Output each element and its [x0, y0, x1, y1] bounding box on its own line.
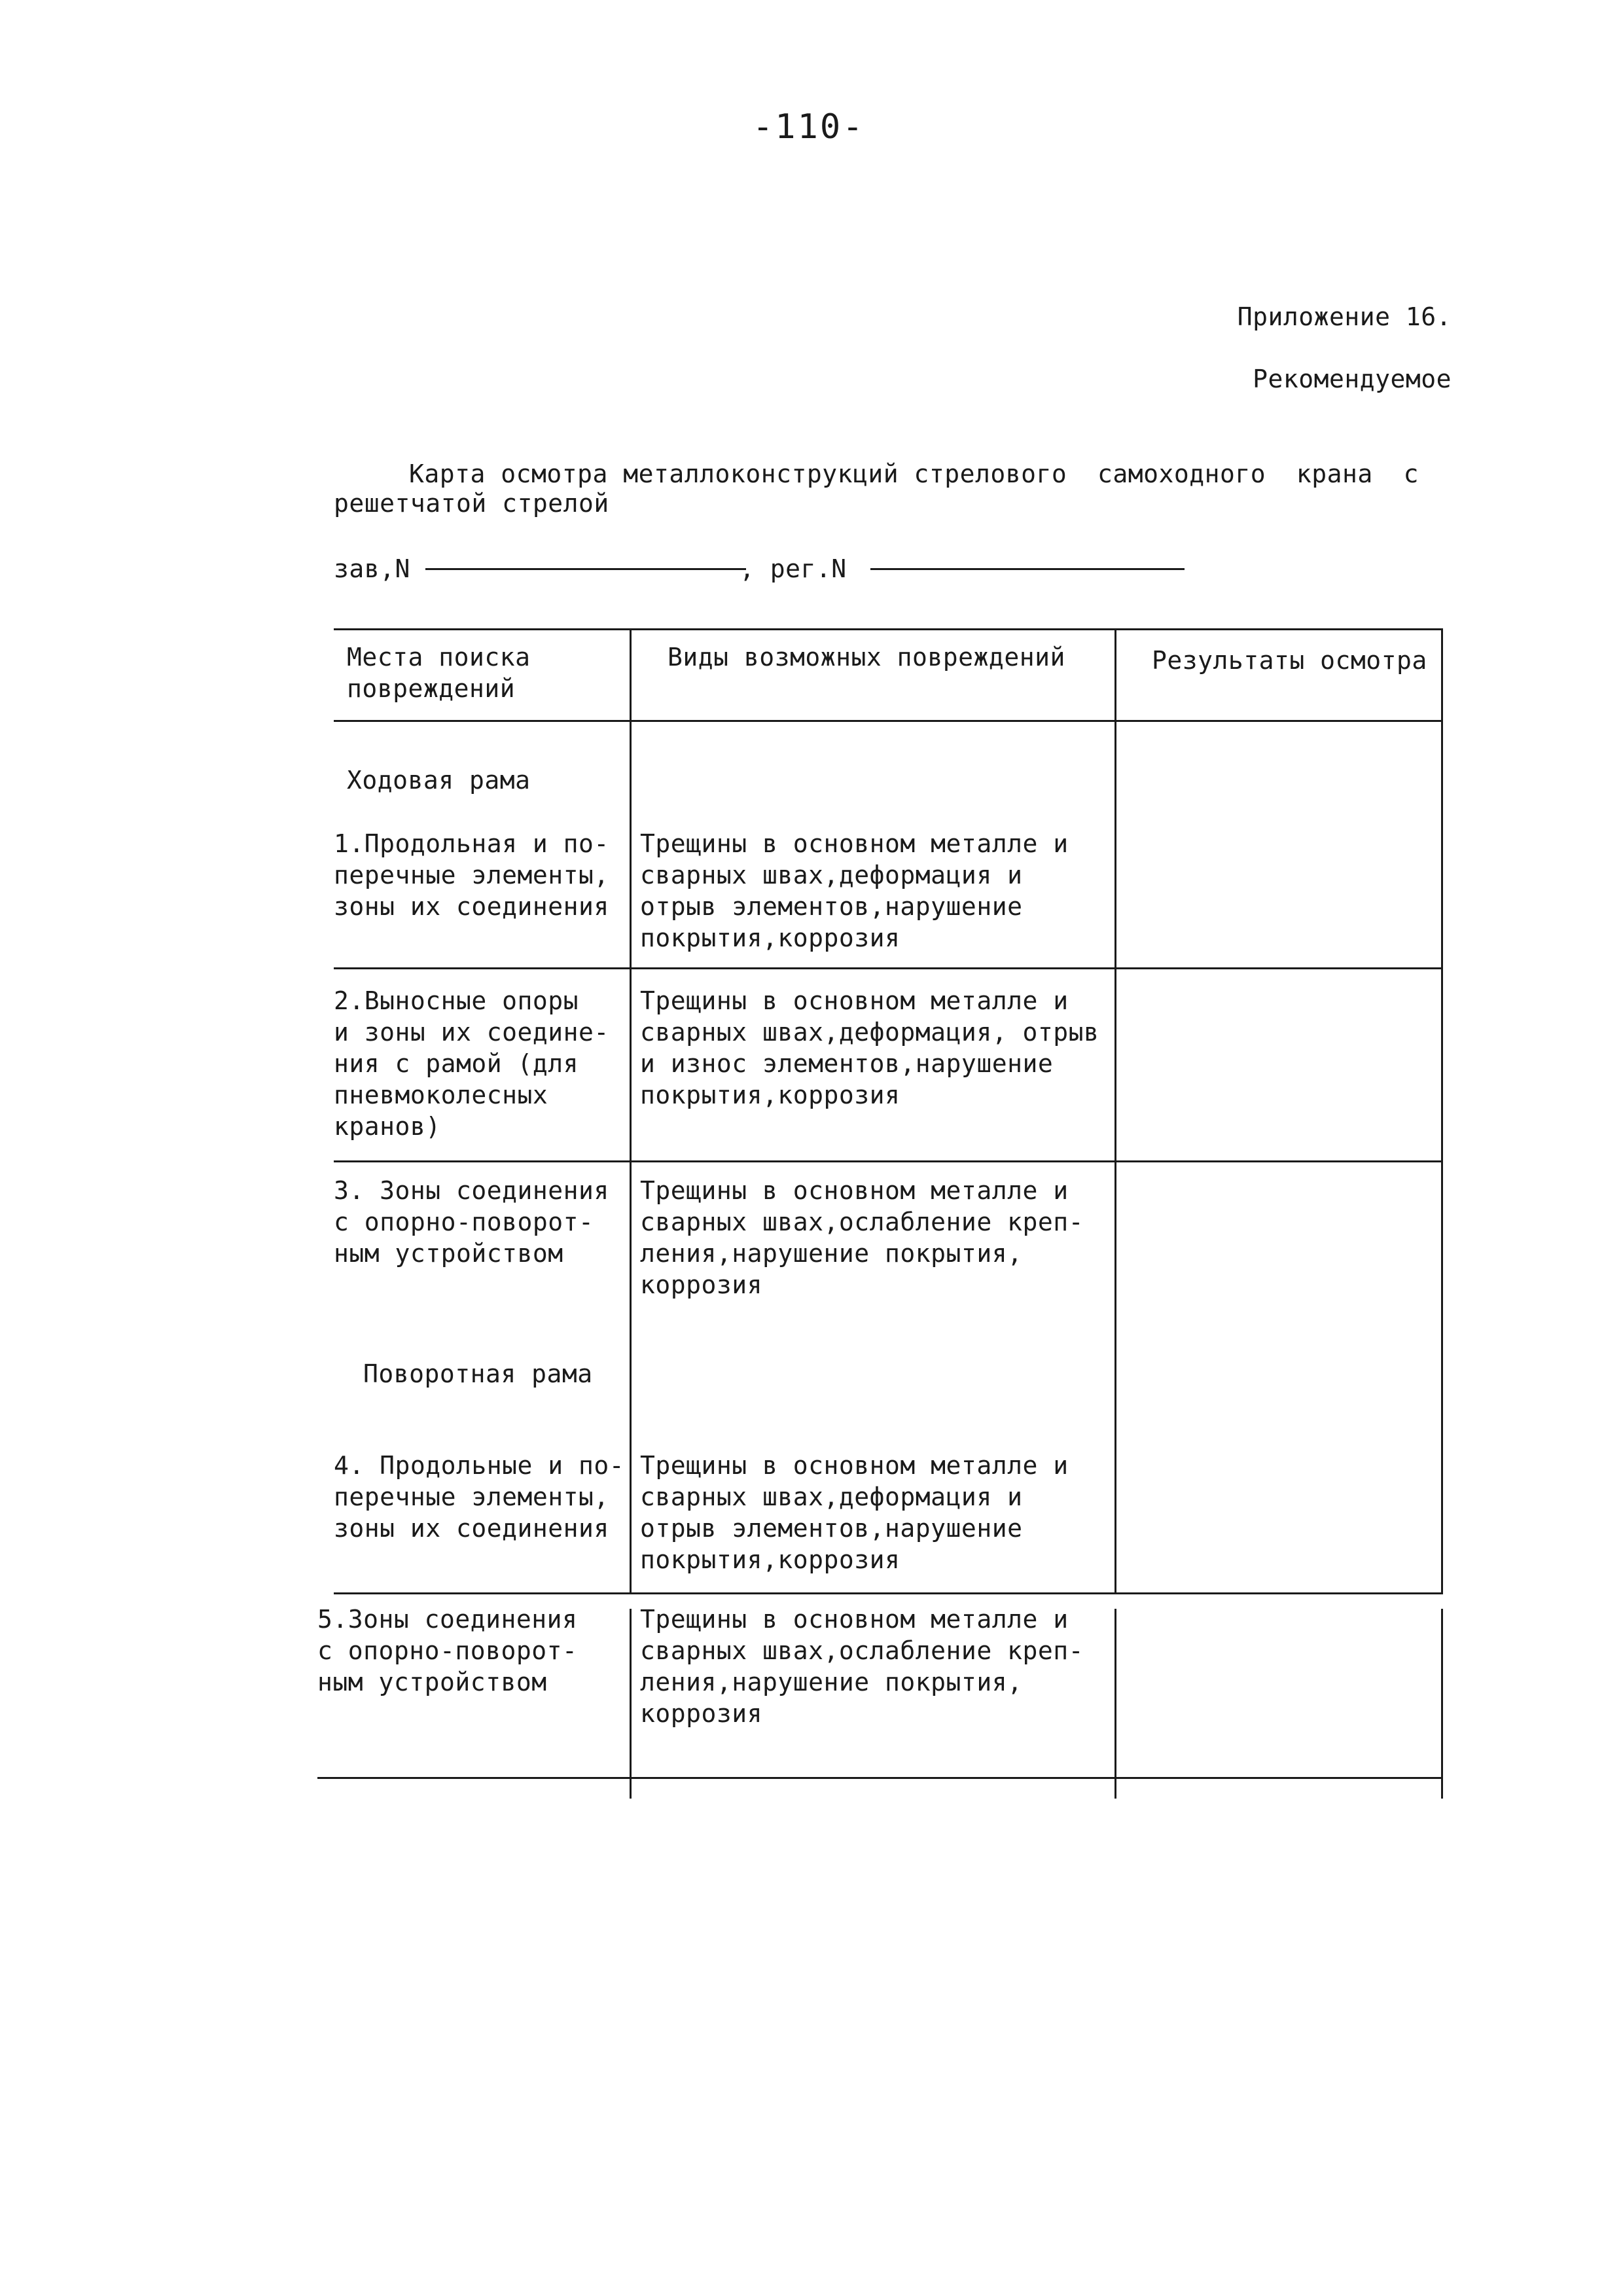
section-running-frame: Ходовая рама	[347, 766, 531, 795]
table-bottom-border	[317, 1777, 1443, 1779]
column-2-divider	[1115, 628, 1116, 1594]
row-1-place: 1.Продольная и по- перечные элементы, зоны их соединения	[334, 829, 609, 921]
document-title-line-1: Карта осмотра металлоконструкций стрелового самоходного крана с	[409, 459, 1419, 488]
row-1-bottom-border	[334, 967, 1443, 969]
section-rotary-frame: Поворотная рама	[363, 1359, 593, 1388]
row-4-damage: Трещины в основном металле и сварных швах,деформация и отрыв элементов,нарушение покрытия,коррозия	[640, 1451, 1069, 1574]
page-number: -110-	[753, 107, 865, 147]
header-bottom-border	[334, 720, 1443, 722]
document-title-line-2: решетчатой стрелой	[334, 489, 609, 518]
row-4-bottom-border	[334, 1592, 1443, 1594]
recommended-label: Рекомендуемое	[1253, 365, 1452, 393]
column-1-divider	[630, 628, 632, 1594]
registration-number-field	[870, 568, 1185, 570]
row-2-bottom-border	[334, 1160, 1443, 1162]
registration-number-label: , рег.N	[740, 554, 847, 583]
header-inspection-results: Результаты осмотра	[1152, 646, 1427, 675]
header-damage-locations: Места поиска повреждений	[347, 643, 531, 703]
column-1-divider-cont	[630, 1609, 632, 1799]
table-right-border-cont	[1441, 1609, 1443, 1799]
appendix-label: Приложение 16.	[1237, 302, 1452, 331]
serial-number-field	[425, 568, 746, 570]
row-4-place: 4. Продольные и по- перечные элементы, зоны их соединения	[334, 1451, 625, 1543]
row-5-damage: Трещины в основном металле и сварных швах,ослабление креп- ления,нарушение покрытия, коррозия	[640, 1605, 1084, 1728]
column-2-divider-cont	[1115, 1609, 1116, 1799]
row-3-place: 3. Зоны соединения с опорно-поворот- ным устройством	[334, 1176, 609, 1268]
serial-number-label: зав,N	[334, 554, 410, 583]
row-5-place: 5.Зоны соединения с опорно-поворот- ным устройством	[317, 1605, 578, 1696]
row-2-place: 2.Выносные опоры и зоны их соедине- ния с рамой (для пневмоколесных кранов)	[334, 986, 609, 1141]
row-2-damage: Трещины в основном металле и сварных швах,деформация, отрыв и износ элементов,нарушение покрытия,коррозия	[640, 986, 1099, 1109]
table-top-border	[334, 628, 1443, 630]
row-3-damage: Трещины в основном металле и сварных швах,ослабление креп- ления,нарушение покрытия, коррозия	[640, 1176, 1084, 1299]
table-right-border	[1441, 628, 1443, 1594]
header-damage-types: Виды возможных повреждений	[668, 643, 1065, 672]
row-1-damage: Трещины в основном металле и сварных швах,деформация и отрыв элементов,нарушение покрытия,коррозия	[640, 829, 1069, 952]
